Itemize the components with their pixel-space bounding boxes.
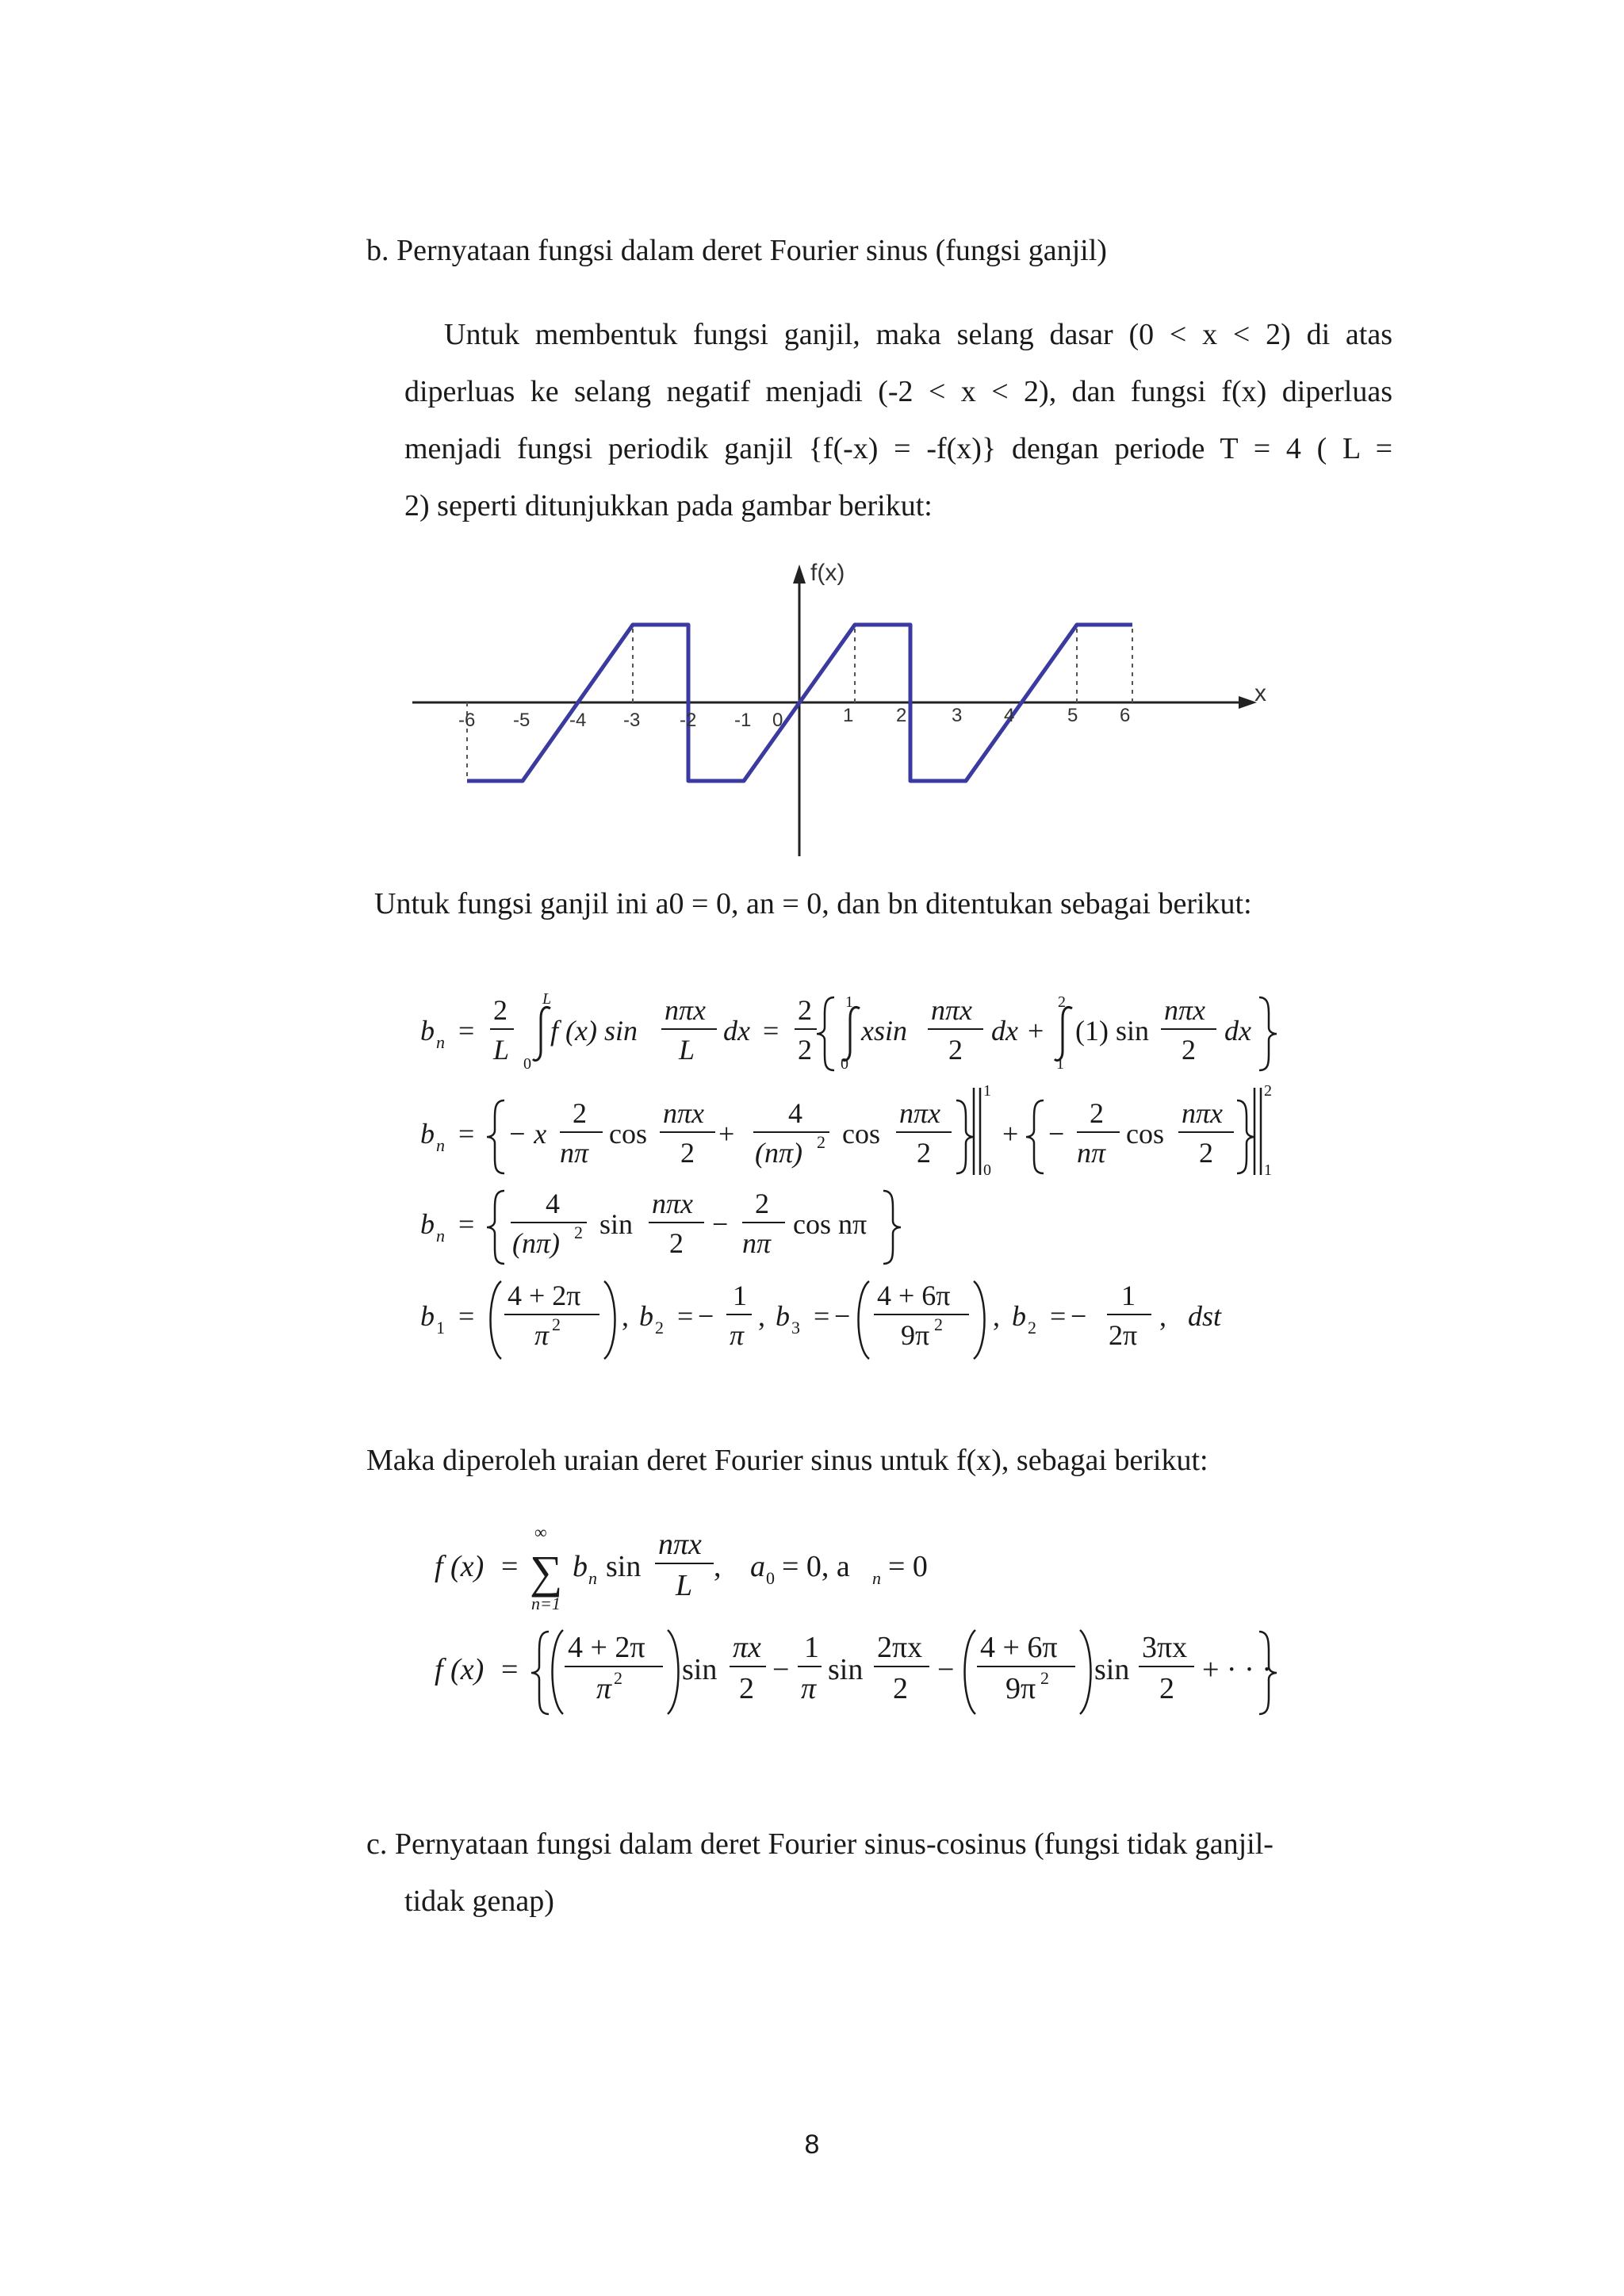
svg-text:nπx: nπx xyxy=(1182,1097,1224,1129)
svg-text:b: b xyxy=(573,1550,588,1583)
x-axis-label: x xyxy=(1254,680,1266,706)
svg-text:=: = xyxy=(458,1300,475,1332)
svg-text:2: 2 xyxy=(798,994,812,1026)
y-axis-label: f(x) xyxy=(810,560,845,586)
svg-text:2: 2 xyxy=(1058,993,1066,1011)
svg-text:=: = xyxy=(677,1300,694,1332)
svg-text:π: π xyxy=(801,1672,817,1705)
svg-text:2: 2 xyxy=(669,1227,684,1259)
svg-text:2: 2 xyxy=(680,1137,695,1169)
svg-text:b: b xyxy=(1012,1300,1026,1332)
tick-label: -1 xyxy=(734,710,752,731)
svg-text:4 + 6π: 4 + 6π xyxy=(877,1280,951,1311)
svg-text:2: 2 xyxy=(552,1314,561,1334)
tick-label: 6 xyxy=(1120,705,1131,726)
tick-label: 2 xyxy=(896,705,907,726)
svg-text:nπx: nπx xyxy=(658,1528,702,1561)
svg-text:=: = xyxy=(814,1300,830,1332)
svg-text:cos nπ: cos nπ xyxy=(793,1208,868,1240)
svg-text:2: 2 xyxy=(798,1034,812,1066)
svg-text:+: + xyxy=(1002,1118,1019,1150)
svg-text:+: + xyxy=(718,1118,735,1150)
svg-text:0: 0 xyxy=(841,1055,848,1073)
svg-text:−: − xyxy=(937,1653,955,1686)
svg-text:π: π xyxy=(730,1319,745,1351)
svg-text:sin: sin xyxy=(599,1208,634,1240)
svg-text:,: , xyxy=(993,1300,1000,1332)
svg-text:= 0: = 0 xyxy=(888,1550,928,1583)
svg-text:π: π xyxy=(534,1319,550,1351)
svg-text:2: 2 xyxy=(755,1188,769,1219)
svg-text:=: = xyxy=(501,1550,519,1583)
svg-text:2: 2 xyxy=(493,994,508,1026)
svg-text:2: 2 xyxy=(1028,1318,1036,1337)
svg-text:=: = xyxy=(458,1118,475,1150)
svg-text:2: 2 xyxy=(739,1672,754,1705)
svg-text:nπx: nπx xyxy=(663,1097,705,1129)
svg-text:2: 2 xyxy=(1264,1082,1272,1100)
svg-text:2: 2 xyxy=(817,1132,825,1152)
svg-text:a: a xyxy=(750,1550,765,1583)
tick-label: 0 xyxy=(772,710,783,731)
tick-label: 3 xyxy=(952,705,963,726)
svg-text:1: 1 xyxy=(1056,1055,1064,1073)
svg-text:nπx: nπx xyxy=(1164,994,1206,1026)
svg-text:2: 2 xyxy=(917,1137,931,1169)
svg-text:+ · · ·: + · · · xyxy=(1202,1653,1272,1686)
paragraph-line: 2) seperti ditunjukkan pada gambar berikut: xyxy=(404,489,933,522)
svg-text:n: n xyxy=(436,1135,445,1155)
section-c-heading-cont: tidak genap) xyxy=(404,1885,554,1918)
svg-text:(1) sin: (1) sin xyxy=(1075,1015,1149,1047)
svg-text:dx: dx xyxy=(723,1015,750,1047)
svg-text:L: L xyxy=(676,1569,693,1602)
svg-text:nπx: nπx xyxy=(665,994,707,1026)
svg-text:=: = xyxy=(1050,1300,1067,1332)
tick-label: -5 xyxy=(513,710,530,731)
svg-text:∞: ∞ xyxy=(534,1522,547,1542)
svg-text:b: b xyxy=(420,1015,435,1047)
svg-text:1: 1 xyxy=(983,1082,991,1100)
section-c-heading: c. Pernyataan fungsi dalam deret Fourier sinus-cosinus (fungsi tidak ganjil- xyxy=(366,1827,1274,1861)
svg-text:b: b xyxy=(639,1300,653,1332)
svg-text:0: 0 xyxy=(983,1161,991,1179)
svg-text:L: L xyxy=(679,1034,695,1066)
svg-text:=: = xyxy=(763,1015,779,1047)
svg-text:2π: 2π xyxy=(1109,1319,1138,1351)
series-equation-2 xyxy=(435,1630,1277,1714)
svg-text:+: + xyxy=(1028,1015,1044,1047)
svg-text:,: , xyxy=(1159,1300,1166,1332)
svg-text:− x: − x xyxy=(508,1118,547,1150)
svg-text:−: − xyxy=(834,1300,851,1332)
svg-text:L: L xyxy=(493,1034,510,1066)
section-b-heading: b. Pernyataan fungsi dalam deret Fourier sinus (fungsi ganjil) xyxy=(366,234,1107,267)
svg-text:−: − xyxy=(1071,1300,1087,1332)
svg-text:2: 2 xyxy=(1182,1034,1196,1066)
svg-text:,: , xyxy=(622,1300,629,1332)
svg-text:nπ: nπ xyxy=(560,1137,589,1169)
svg-text:−: − xyxy=(698,1300,714,1332)
tick-label: -4 xyxy=(569,710,587,731)
svg-text:sin: sin xyxy=(828,1653,864,1686)
series-equation-1 xyxy=(435,1522,928,1613)
svg-text:0: 0 xyxy=(523,1055,531,1073)
svg-text:sin: sin xyxy=(682,1653,718,1686)
svg-text:4: 4 xyxy=(788,1097,802,1129)
svg-text:−: − xyxy=(1048,1118,1065,1150)
svg-text:nπ: nπ xyxy=(1077,1137,1106,1169)
svg-text:=: = xyxy=(458,1208,475,1240)
svg-text:dx: dx xyxy=(1224,1015,1251,1047)
svg-text:2: 2 xyxy=(1199,1137,1213,1169)
svg-text:nπx: nπx xyxy=(652,1188,694,1219)
tick-label: 5 xyxy=(1067,705,1078,726)
svg-text:nπx: nπx xyxy=(931,994,973,1026)
svg-text:n=1: n=1 xyxy=(531,1594,561,1613)
svg-text:2: 2 xyxy=(893,1672,908,1705)
svg-text:3πx: 3πx xyxy=(1142,1631,1188,1664)
coefficients-intro: Untuk fungsi ganjil ini a0 = 0, an = 0, dan bn ditentukan sebagai berikut: xyxy=(374,887,1252,920)
svg-text:∑: ∑ xyxy=(530,1546,563,1598)
paragraph-line: menjadi fungsi periodik ganjil {f(-x) = -f(x)} dengan periode T = 4 ( L = xyxy=(404,432,1392,465)
svg-text:4: 4 xyxy=(546,1188,560,1219)
svg-text:(nπ): (nπ) xyxy=(755,1137,803,1169)
svg-text:xsin: xsin xyxy=(861,1015,907,1047)
tick-label: -6 xyxy=(458,710,476,731)
svg-text:π: π xyxy=(596,1672,612,1705)
paragraph-line: Untuk membentuk fungsi ganjil, maka selang dasar (0 < x < 2) di atas xyxy=(444,318,1392,351)
svg-text:b: b xyxy=(776,1300,790,1332)
svg-text:sin: sin xyxy=(606,1550,642,1583)
svg-text:cos: cos xyxy=(609,1118,647,1150)
svg-text:2: 2 xyxy=(655,1318,664,1337)
svg-text:,: , xyxy=(758,1300,765,1332)
svg-text:9π: 9π xyxy=(901,1319,930,1351)
svg-text:=: = xyxy=(458,1015,475,1047)
svg-text:b: b xyxy=(420,1118,435,1150)
svg-text:dst: dst xyxy=(1188,1300,1222,1332)
page-number: 8 xyxy=(804,2130,820,2160)
svg-text:2: 2 xyxy=(934,1314,943,1334)
svg-text:1: 1 xyxy=(804,1631,819,1664)
svg-text:2: 2 xyxy=(573,1097,587,1129)
svg-text:2: 2 xyxy=(1040,1668,1049,1688)
svg-text:2: 2 xyxy=(1159,1672,1174,1705)
svg-text:b: b xyxy=(420,1208,435,1240)
svg-text:nπx: nπx xyxy=(899,1097,941,1129)
conclusion-text: Maka diperoleh uraian deret Fourier sinus untuk f(x), sebagai berikut: xyxy=(366,1444,1208,1477)
svg-text:2: 2 xyxy=(1090,1097,1104,1129)
svg-text:9π: 9π xyxy=(1005,1672,1036,1705)
svg-text:πx: πx xyxy=(733,1631,761,1664)
svg-text:4 + 6π: 4 + 6π xyxy=(980,1631,1058,1664)
svg-text:−: − xyxy=(772,1653,790,1686)
svg-text:nπ: nπ xyxy=(742,1227,772,1259)
svg-text:2: 2 xyxy=(574,1223,583,1242)
svg-text:cos: cos xyxy=(1126,1118,1164,1150)
svg-text:n: n xyxy=(872,1568,881,1588)
svg-text:=: = xyxy=(501,1653,519,1686)
svg-text:(nπ): (nπ) xyxy=(512,1227,561,1259)
svg-text:dx: dx xyxy=(991,1015,1018,1047)
svg-text:f (x): f (x) xyxy=(435,1550,485,1583)
tick-label: -3 xyxy=(623,710,641,731)
tick-label: 4 xyxy=(1004,705,1015,726)
svg-text:n: n xyxy=(588,1568,597,1588)
svg-text:4 + 2π: 4 + 2π xyxy=(508,1280,581,1311)
svg-text:1: 1 xyxy=(845,993,853,1011)
svg-text:b: b xyxy=(420,1300,435,1332)
svg-text:4 + 2π: 4 + 2π xyxy=(568,1631,645,1664)
paragraph-line: diperluas ke selang negatif menjadi (-2 < x < 2), dan fungsi f(x) diperluas xyxy=(404,375,1392,408)
svg-text:0: 0 xyxy=(766,1568,775,1588)
svg-text:f (x): f (x) xyxy=(435,1653,485,1686)
svg-text:2πx: 2πx xyxy=(877,1631,923,1664)
tick-label: 1 xyxy=(843,705,854,726)
svg-text:n: n xyxy=(436,1032,445,1052)
svg-text:cos: cos xyxy=(842,1118,880,1150)
svg-text:L: L xyxy=(542,990,552,1008)
svg-text:2: 2 xyxy=(948,1034,963,1066)
svg-text:1: 1 xyxy=(1264,1161,1272,1179)
tick-label: -2 xyxy=(680,710,697,731)
svg-text:,: , xyxy=(714,1550,722,1583)
svg-text:n: n xyxy=(436,1226,445,1246)
svg-text:sin: sin xyxy=(1094,1653,1130,1686)
svg-text:= 0, a: = 0, a xyxy=(782,1550,850,1583)
svg-text:−: − xyxy=(712,1208,729,1240)
svg-text:1: 1 xyxy=(733,1280,747,1311)
svg-text:1: 1 xyxy=(1121,1280,1136,1311)
svg-text:f (x) sin: f (x) sin xyxy=(550,1015,638,1047)
svg-text:2: 2 xyxy=(614,1668,622,1688)
svg-text:3: 3 xyxy=(791,1318,800,1337)
svg-text:1: 1 xyxy=(436,1318,445,1337)
